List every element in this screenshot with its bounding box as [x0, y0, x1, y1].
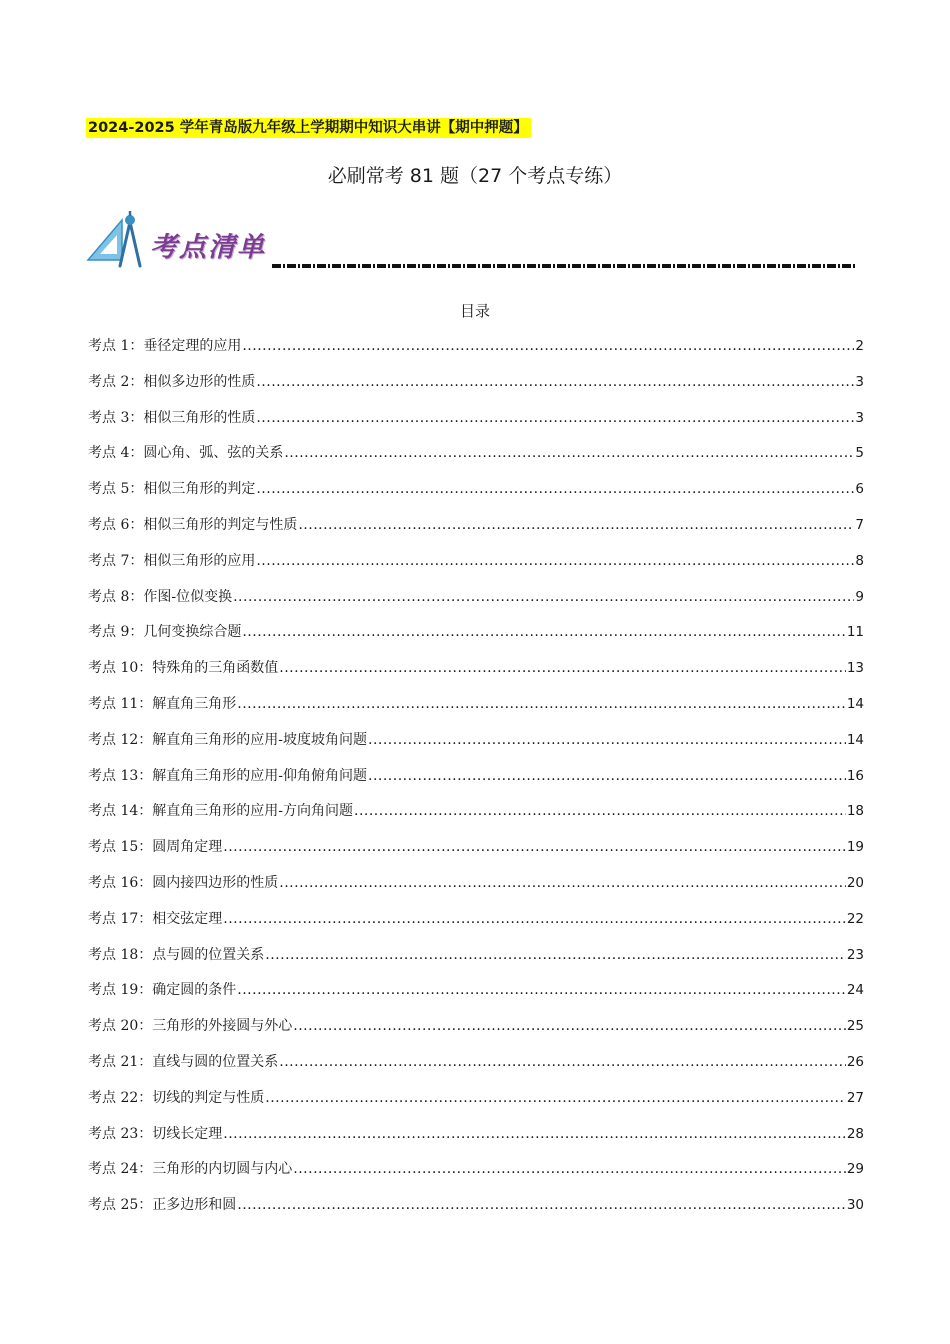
toc-entry[interactable]	[88, 404, 864, 440]
toc-entry[interactable]	[88, 905, 864, 941]
toc-dot-leader	[256, 475, 854, 503]
toc-entry-page: 7	[855, 516, 864, 533]
toc-entry-title: 圆周角定理	[152, 839, 223, 856]
toc-entry-page: 3	[855, 373, 864, 390]
toc-entry[interactable]	[88, 368, 864, 404]
toc-dot-leader	[256, 368, 854, 396]
toc-entry-page: 2	[855, 338, 864, 354]
toc-dot-leader	[284, 439, 854, 467]
toc-entry-page: 8	[855, 552, 864, 569]
toc-entry-page: 13	[846, 660, 864, 677]
toc-entry-title: 相似三角形的性质	[143, 409, 256, 426]
toc-dot-leader	[298, 511, 854, 539]
toc-entry-title: 垂径定理的应用	[143, 338, 242, 354]
toc-entry-page: 23	[846, 946, 864, 963]
toc-entry-label: 考点 1：	[88, 338, 144, 354]
toc-entry-label: 考点 10：	[88, 660, 153, 677]
toc-entry[interactable]	[88, 1155, 864, 1191]
toc-dot-leader	[256, 404, 854, 432]
toc-entry[interactable]	[88, 511, 864, 547]
header-title: 2024-2025 学年青岛版九年级上学期期中知识大串讲【期中押题】	[86, 118, 531, 138]
toc-entry-title: 特殊角的三角函数值	[152, 660, 279, 677]
toc-entry-title: 三角形的内切圆与内心	[152, 1161, 293, 1178]
toc-entry-title: 圆内接四边形的性质	[152, 874, 279, 891]
toc-entry-page: 6	[855, 481, 864, 498]
toc-entry-label: 考点 7：	[88, 552, 144, 569]
toc-entry-title: 正多边形和圆	[152, 1197, 237, 1214]
toc-entry-page: 11	[846, 624, 864, 641]
toc-entry[interactable]	[88, 475, 864, 511]
toc-dot-leader	[265, 1084, 846, 1112]
toc-dot-leader	[237, 976, 846, 1004]
toc-entry[interactable]	[88, 1048, 864, 1084]
toc-entry-page: 20	[846, 874, 864, 891]
toc-entry-page: 16	[846, 767, 864, 784]
toc-entry-label: 考点 16：	[88, 874, 153, 891]
toc-entry-page: 29	[846, 1161, 864, 1178]
toc-dot-leader	[368, 726, 846, 754]
toc-entry-label: 考点 4：	[88, 445, 144, 462]
toc-entry[interactable]	[88, 690, 864, 726]
toc-entry-label: 考点 12：	[88, 731, 153, 748]
toc-entry-page: 14	[846, 695, 864, 712]
toc-entry[interactable]	[88, 654, 864, 690]
toc-entry-title: 相交弦定理	[152, 910, 223, 927]
toc-dot-leader	[279, 654, 846, 682]
toc-entry-label: 考点 18：	[88, 946, 153, 963]
toc-dot-leader	[279, 869, 846, 897]
toc-entry-title: 切线长定理	[152, 1125, 223, 1142]
toc-heading: 目录	[459, 302, 490, 320]
toc-entry-title: 切线的判定与性质	[152, 1089, 265, 1106]
toc-dot-leader	[223, 905, 846, 933]
toc-entry-title: 圆心角、弧、弦的关系	[143, 445, 284, 462]
compass-triangle-icon	[86, 210, 150, 270]
toc-entry[interactable]	[88, 869, 864, 905]
toc-dot-leader	[279, 1048, 846, 1076]
toc-entry-title: 相似三角形的判定与性质	[143, 516, 298, 533]
banner-dash-rule	[272, 264, 856, 268]
toc-entry[interactable]	[88, 547, 864, 583]
banner-heading: 考点清单	[150, 232, 266, 263]
toc-entry[interactable]	[88, 618, 864, 654]
toc-entry-page: 22	[846, 910, 864, 927]
toc-entry[interactable]	[88, 439, 864, 475]
toc-entry[interactable]	[88, 833, 864, 869]
toc-entry[interactable]	[88, 1084, 864, 1120]
toc-entry-page: 26	[846, 1053, 864, 1070]
toc-dot-leader	[237, 1191, 846, 1219]
toc-entry-title: 三角形的外接圆与外心	[152, 1018, 293, 1035]
toc-entry-page: 25	[846, 1018, 864, 1035]
toc-dot-leader	[223, 833, 846, 861]
toc-dot-leader	[368, 762, 846, 790]
toc-entry[interactable]	[88, 976, 864, 1012]
toc-entry-title: 直线与圆的位置关系	[152, 1053, 279, 1070]
toc-entry-title: 确定圆的条件	[152, 982, 237, 999]
toc-entry-page: 5	[855, 445, 864, 462]
toc-entry[interactable]	[88, 762, 864, 798]
toc-dot-leader	[237, 690, 846, 718]
toc-entry-label: 考点 23：	[88, 1125, 153, 1142]
toc-dot-leader	[242, 332, 854, 360]
toc-entry[interactable]	[88, 1120, 864, 1156]
toc-entry[interactable]	[88, 797, 864, 833]
table-of-contents	[88, 332, 864, 1227]
toc-entry-page: 14	[846, 731, 864, 748]
toc-entry-title: 相似三角形的判定	[143, 481, 256, 498]
toc-entry-title: 几何变换综合题	[143, 624, 242, 641]
toc-entry-title: 相似三角形的应用	[143, 552, 256, 569]
toc-dot-leader	[293, 1155, 846, 1183]
toc-entry-page: 19	[846, 839, 864, 856]
toc-entry-title: 解直角三角形的应用-方向角问题	[152, 803, 353, 820]
toc-entry-label: 考点 14：	[88, 803, 153, 820]
toc-entry-label: 考点 9：	[88, 624, 144, 641]
toc-entry[interactable]	[88, 1012, 864, 1048]
toc-entry-title: 解直角三角形	[152, 695, 237, 712]
toc-entry-title: 解直角三角形的应用-仰角俯角问题	[152, 767, 367, 784]
toc-entry-label: 考点 25：	[88, 1197, 153, 1214]
toc-entry-page: 9	[855, 588, 864, 605]
toc-dot-leader	[265, 941, 846, 969]
toc-entry[interactable]	[88, 1191, 864, 1227]
toc-dot-leader	[233, 583, 854, 611]
toc-entry-label: 考点 2：	[88, 373, 144, 390]
toc-entry-page: 24	[846, 982, 864, 999]
toc-entry-label: 考点 8：	[88, 588, 144, 605]
toc-dot-leader	[354, 797, 846, 825]
toc-entry-page: 27	[846, 1089, 864, 1106]
toc-entry-label: 考点 24：	[88, 1161, 153, 1178]
toc-entry[interactable]	[88, 583, 864, 619]
toc-entry-page: 30	[846, 1197, 864, 1214]
toc-entry-page: 18	[846, 803, 864, 820]
toc-entry-label: 考点 20：	[88, 1018, 153, 1035]
toc-entry-label: 考点 17：	[88, 910, 153, 927]
toc-entry-label: 考点 5：	[88, 481, 144, 498]
toc-entry[interactable]	[88, 941, 864, 977]
toc-entry[interactable]	[88, 332, 864, 368]
toc-entry-label: 考点 19：	[88, 982, 153, 999]
toc-entry-label: 考点 11：	[88, 695, 153, 712]
toc-entry-label: 考点 13：	[88, 767, 153, 784]
toc-entry[interactable]	[88, 726, 864, 762]
toc-entry-title: 作图-位似变换	[143, 588, 233, 605]
toc-dot-leader	[242, 618, 845, 646]
toc-entry-title: 点与圆的位置关系	[152, 946, 265, 963]
toc-entry-title: 解直角三角形的应用-坡度坡角问题	[152, 731, 367, 748]
toc-entry-label: 考点 3：	[88, 409, 144, 426]
toc-entry-page: 28	[846, 1125, 864, 1142]
main-title: 必刷常考 81 题（27 个考点专练）	[327, 165, 623, 187]
toc-entry-title: 相似多边形的性质	[143, 373, 256, 390]
toc-entry-label: 考点 15：	[88, 839, 153, 856]
toc-entry-label: 考点 6：	[88, 516, 144, 533]
section-banner	[86, 210, 856, 274]
toc-entry-label: 考点 21：	[88, 1053, 153, 1070]
toc-dot-leader	[293, 1012, 846, 1040]
toc-entry-label: 考点 22：	[88, 1089, 153, 1106]
toc-entry-page: 3	[855, 409, 864, 426]
toc-dot-leader	[223, 1120, 846, 1148]
toc-dot-leader	[256, 547, 854, 575]
